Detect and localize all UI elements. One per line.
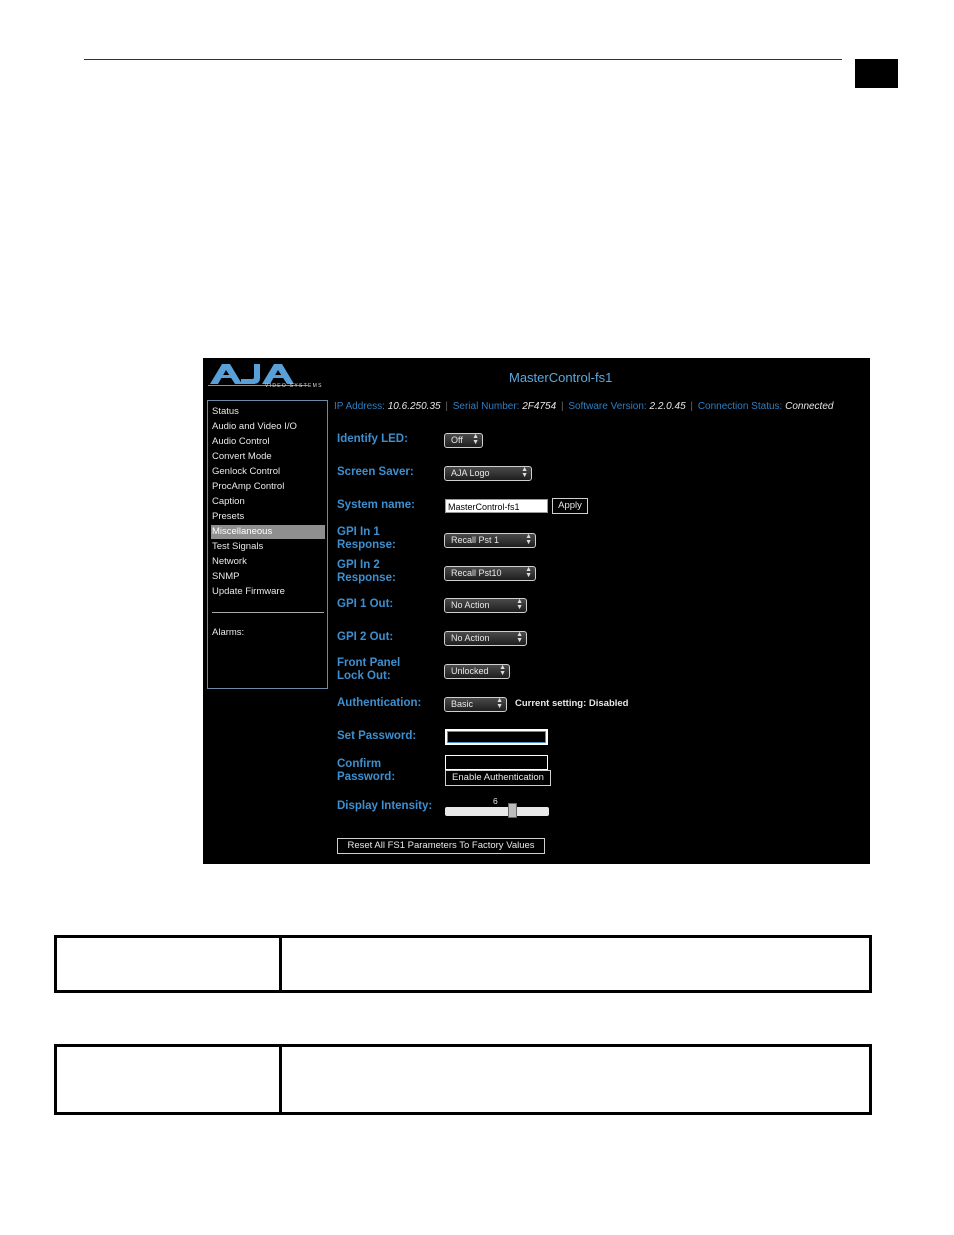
gpi-1-out-select[interactable] — [444, 598, 527, 613]
confirm-password-label-line2: Password: — [337, 771, 396, 783]
gpi-in-1-value: Recall Pst 1 — [451, 535, 500, 545]
confirm-password-label — [337, 758, 395, 784]
confirm-password-input[interactable] — [445, 755, 548, 770]
display-intensity-label: Display Intensity: — [337, 800, 433, 812]
sidebar-nav — [207, 400, 328, 689]
updown-arrow-icon: ▲ ▼ — [516, 598, 523, 611]
updown-arrow-icon: ▲ ▼ — [525, 533, 532, 546]
info-separator: | — [560, 401, 564, 412]
gpi-in-1-label-line1: GPI In 1 — [337, 526, 380, 538]
updown-arrow-icon: ▲ ▼ — [472, 433, 479, 446]
enable-authentication-button[interactable]: Enable Authentication — [445, 770, 551, 786]
sidebar-item-caption[interactable]: Caption — [212, 496, 245, 507]
aja-logo — [208, 362, 326, 394]
info-separator: | — [445, 401, 448, 412]
front-panel-label-line1: Front Panel — [337, 657, 401, 669]
table-box-1 — [54, 935, 872, 993]
gpi-in-1-label — [337, 526, 396, 552]
system-name-input[interactable]: MasterControl-fs1 — [445, 499, 548, 513]
sidebar-item-audio-video-io[interactable]: Audio and Video I/O — [212, 421, 297, 432]
sidebar-item-snmp[interactable]: SNMP — [212, 571, 240, 582]
sidebar-item-procamp-control[interactable]: ProcAmp Control — [212, 481, 285, 492]
software-value: 2.2.0.45 — [649, 401, 686, 412]
gpi-2-out-select[interactable] — [444, 631, 527, 646]
authentication-value: Basic — [451, 699, 474, 709]
gpi-in-1-select[interactable] — [444, 533, 536, 548]
status-info-bar — [334, 401, 833, 412]
authentication-select[interactable] — [444, 697, 507, 712]
updown-arrow-icon: ▲ ▼ — [499, 664, 506, 677]
sidebar-item-presets[interactable]: Presets — [212, 511, 245, 522]
page-tab-block — [855, 59, 898, 88]
front-panel-lockout-label — [337, 657, 400, 683]
table-divider — [279, 1047, 282, 1112]
sidebar-item-miscellaneous[interactable]: Miscellaneous — [211, 525, 325, 539]
updown-arrow-icon: ▲ ▼ — [521, 466, 528, 479]
set-password-input[interactable] — [445, 729, 548, 745]
gpi-in-2-label-line1: GPI In 2 — [337, 559, 380, 571]
slider-thumb[interactable] — [508, 803, 517, 818]
header-rule — [84, 59, 842, 60]
gpi-in-2-label-line2: Response: — [337, 572, 396, 584]
updown-arrow-icon: ▲ ▼ — [516, 631, 523, 644]
web-ui-screenshot — [203, 358, 870, 864]
gpi-in-2-select[interactable] — [444, 566, 536, 581]
serial-value: 2F4754 — [522, 401, 557, 412]
software-label: Software Version: — [568, 401, 647, 412]
sidebar-item-status[interactable]: Status — [212, 406, 239, 417]
logo-tagline: VIDEO SYSTEMS — [265, 383, 323, 389]
sidebar-item-network[interactable]: Network — [212, 556, 247, 567]
connection-label: Connection Status: — [697, 401, 783, 412]
sidebar-item-convert-mode[interactable]: Convert Mode — [212, 451, 272, 462]
gpi-2-out-label: GPI 2 Out: — [337, 631, 394, 643]
gpi-in-2-label — [337, 559, 396, 585]
sidebar-item-update-firmware[interactable]: Update Firmware — [212, 586, 285, 597]
authentication-label: Authentication: — [337, 697, 422, 709]
screen-saver-select[interactable] — [444, 466, 532, 481]
gpi-2-out-value: No Action — [451, 633, 490, 643]
info-separator: | — [690, 401, 694, 412]
ip-label: IP Address: — [334, 401, 385, 412]
front-panel-value: Unlocked — [451, 666, 489, 676]
system-name-label: System name: — [337, 499, 415, 511]
device-name-title: MasterControl-fs1 — [509, 370, 613, 385]
updown-arrow-icon: ▲ ▼ — [525, 566, 532, 579]
screen-saver-value: AJA Logo — [451, 468, 490, 478]
identify-led-value: Off — [451, 435, 463, 445]
gpi-in-1-label-line2: Response: — [337, 539, 396, 551]
sidebar-item-genlock-control[interactable]: Genlock Control — [212, 466, 281, 477]
table-divider — [279, 938, 282, 990]
identify-led-select[interactable] — [444, 433, 483, 448]
display-intensity-value: 6 — [493, 796, 498, 806]
sidebar-item-test-signals[interactable]: Test Signals — [212, 541, 264, 552]
front-panel-lockout-select[interactable] — [444, 664, 510, 679]
ip-value: 10.6.250.35 — [387, 401, 441, 412]
table-box-2 — [54, 1044, 872, 1115]
identify-led-label: Identify LED: — [337, 433, 408, 445]
alarms-label: Alarms: — [212, 627, 245, 638]
gpi-1-out-label: GPI 1 Out: — [337, 598, 394, 610]
confirm-password-label-line1: Confirm — [337, 758, 382, 770]
screen-saver-label: Screen Saver: — [337, 466, 414, 478]
serial-label: Serial Number: — [452, 401, 520, 412]
current-setting-text: Current setting: Disabled — [515, 698, 629, 709]
reset-factory-button[interactable]: Reset All FS1 Parameters To Factory Values — [337, 838, 545, 854]
connection-value: Connected — [785, 401, 834, 412]
sidebar-item-audio-control[interactable]: Audio Control — [212, 436, 270, 447]
apply-button[interactable]: Apply — [552, 498, 588, 514]
updown-arrow-icon: ▲ ▼ — [496, 697, 503, 710]
display-intensity-slider[interactable] — [445, 807, 549, 816]
set-password-label: Set Password: — [337, 730, 417, 742]
sidebar-divider — [212, 612, 324, 613]
gpi-in-2-value: Recall Pst10 — [451, 568, 502, 578]
front-panel-label-line2: Lock Out: — [337, 670, 391, 682]
gpi-1-out-value: No Action — [451, 600, 490, 610]
